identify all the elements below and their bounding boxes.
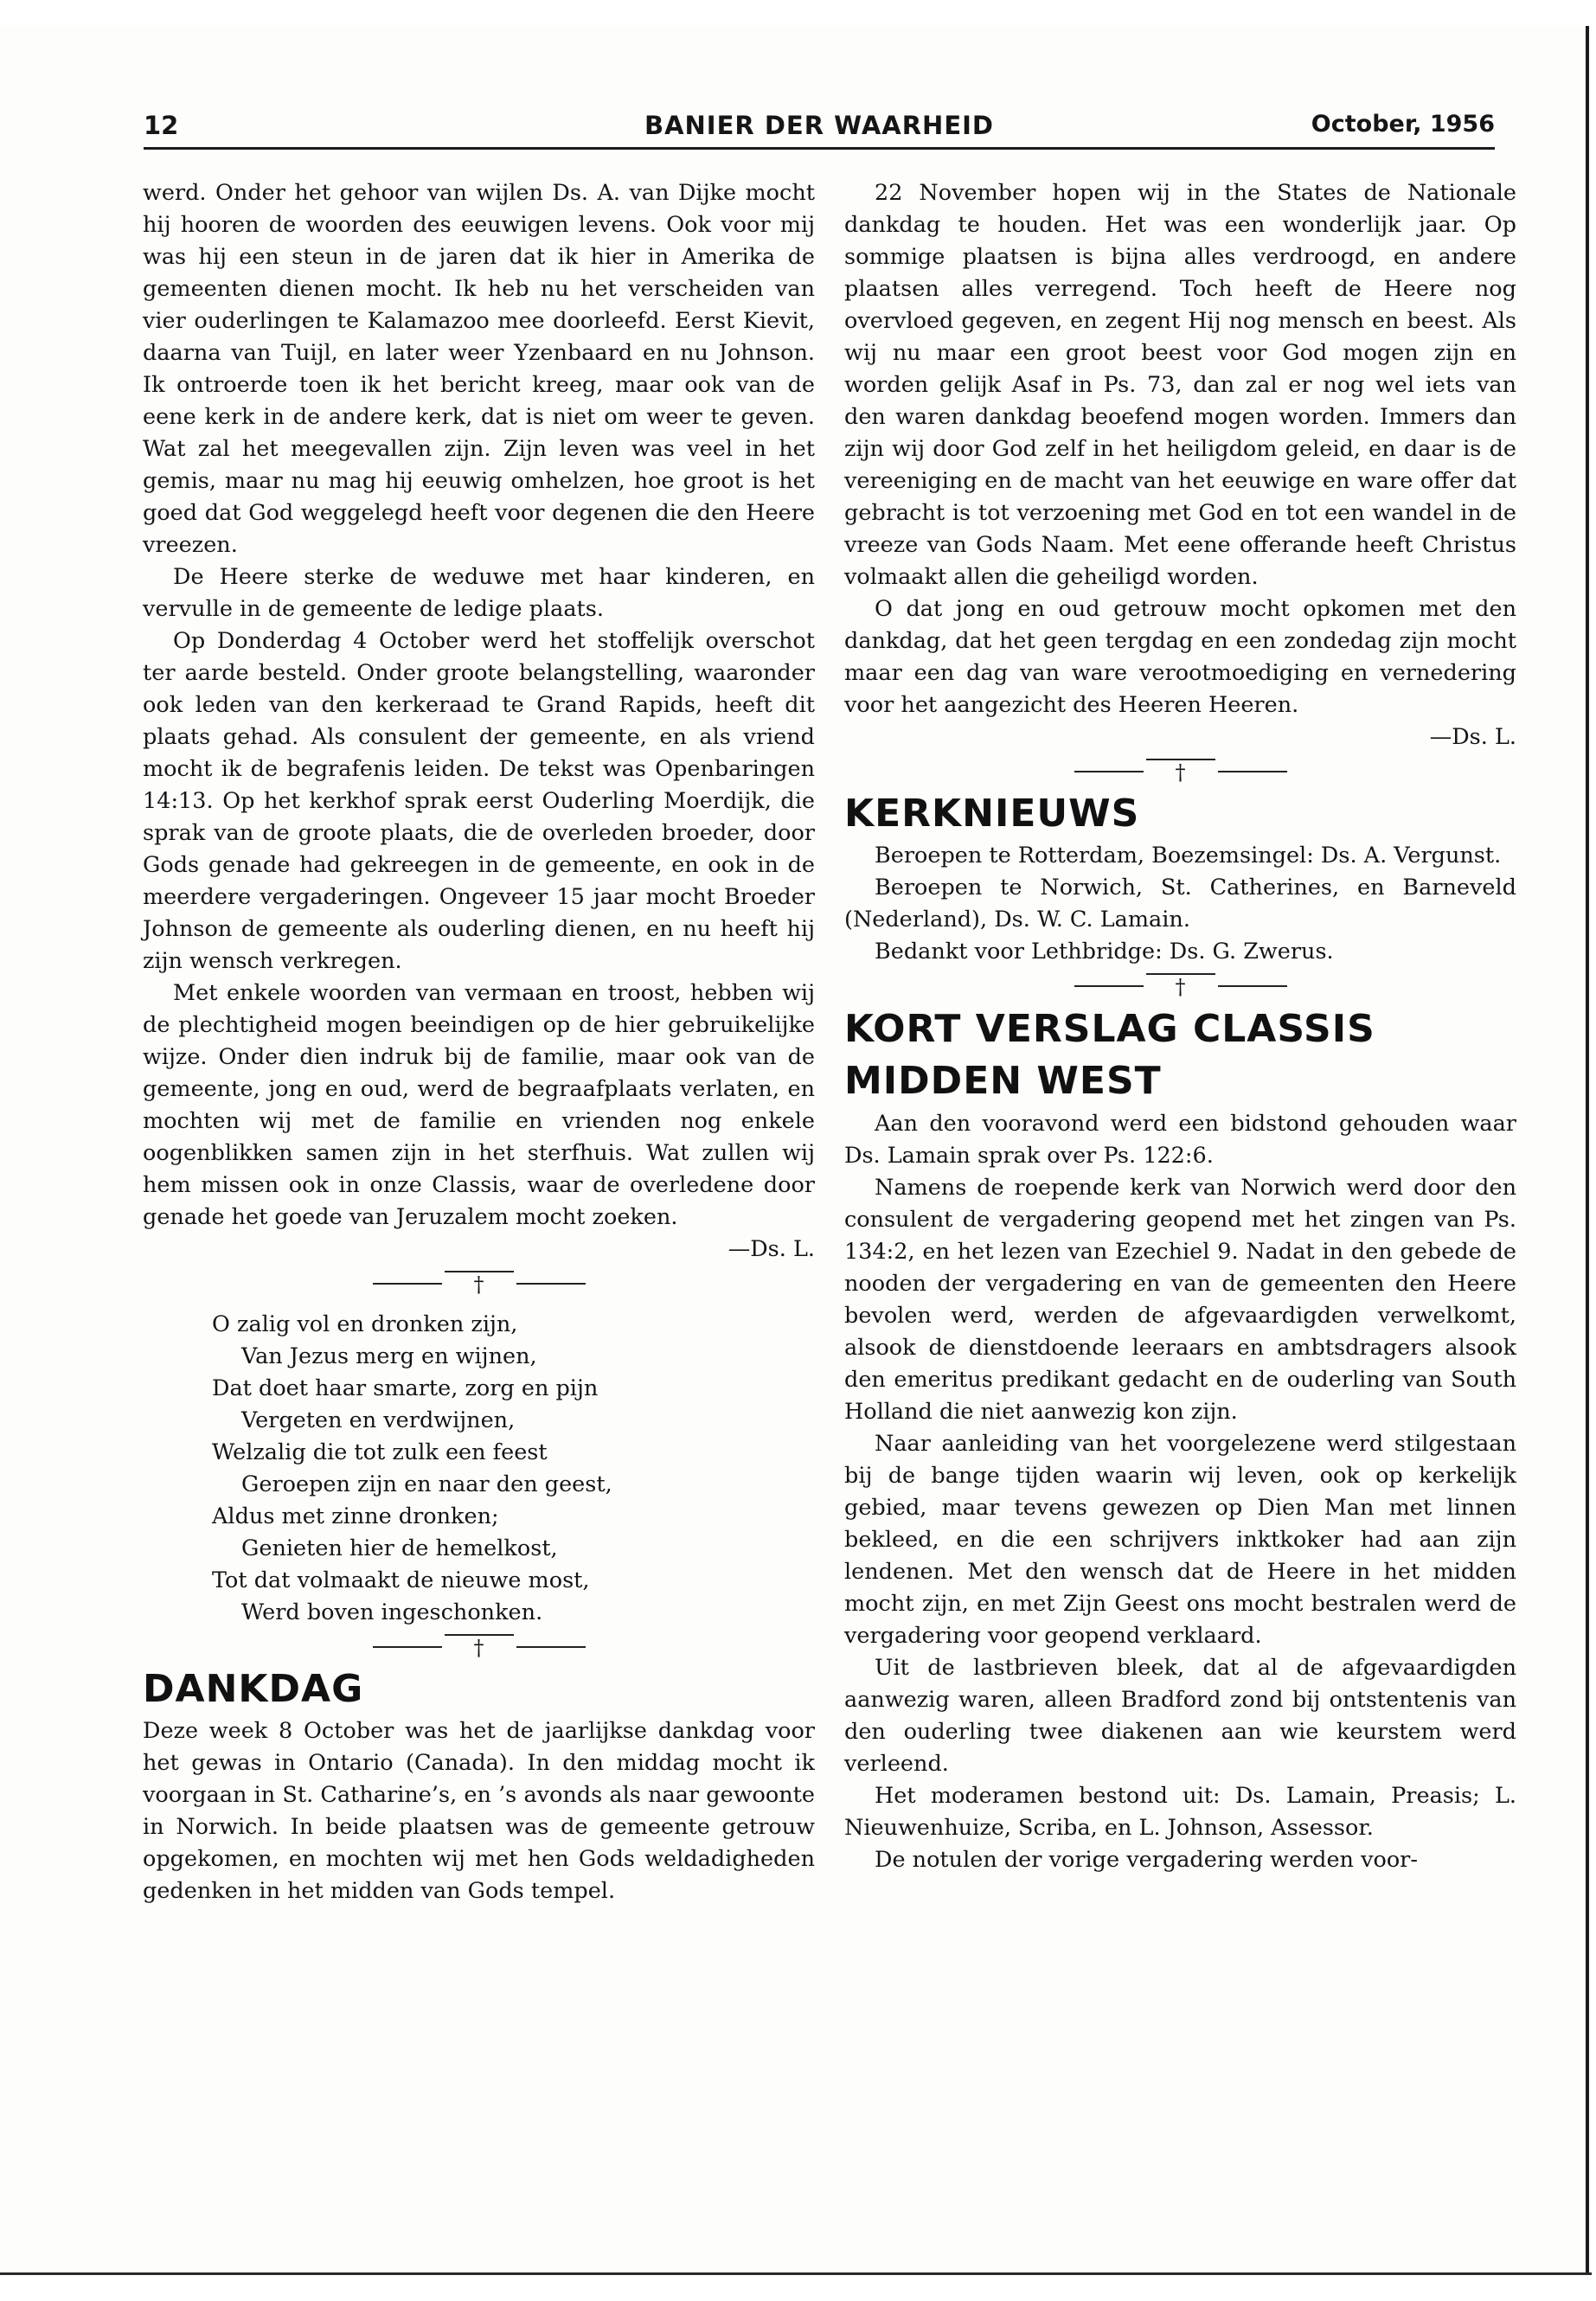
poem [143,1309,815,1629]
section-separator [143,1271,815,1297]
poem-line: Van Jezus merg en wijnen, [241,1343,537,1369]
page-number: 12 [144,111,179,140]
publication-title: BANIER DER WAARHEID [644,111,994,140]
dankdag-paragraph-2: 22 November hopen wij in the States de Nationale dankdag te houden. Het was een wonderlijk jaar. Op sommige plaatsen is bijna alles verdroogd, en andere plaatsen alles verregend. Toch heeft de Heere nog overvloed gegeven, en zegent Hij nog mensch en beest. Als wij nu maar een groot beest voor God mogen zijn en worden gelijk Asaf in Ps. 73, dan zal er nog wel iets van den waren dankdag beoefend mogen worden. Immers dan zijn wij door God zelf in het heiligdom geleid, en daar is de vereeniging en de macht van het eeuwige en ware offer dat gebracht is tot verzoening met God en tot een wandel in de vreeze van Gods Naam. Met eene offerande heeft Christus volmaakt allen die geheiligd worden. [844,180,1516,590]
kerknieuws-heading: KERKNIEUWS [844,792,1140,836]
dankdag-heading: DANKDAG [143,1667,364,1711]
left-column [143,177,815,1907]
poem-line: Geroepen zijn en naar den geest, [241,1471,612,1497]
obituary-signature-row [143,1234,815,1266]
dagger-icon: † [445,1271,514,1297]
dagger-icon: † [1146,973,1215,999]
verslag-paragraph: De notulen der vorige vergadering werden voor- [875,1847,1418,1873]
dankdag-paragraph-3: O dat jong en oud getrouw mocht opkomen met den dankdag, dat het geen tergdag en een zondedag zijn mocht maar een dag van ware verootmoediging en vernedering voor het aangezicht des Heeren Heeren. [844,596,1516,718]
right-column [844,177,1516,1876]
issue-date: October, 1956 [1311,111,1495,138]
verslag-paragraph: Namens de roepende kerk van Norwich werd door den consulent de vergadering geopend met het zingen van Ps. 134:2, en het lezen van Ezechiel 9. Nadat in den gebede de nooden der vergadering en van de gemeenten den Heere bevolen werd, werden de afgevaardigden verwelkomt, alsook de dienstdoende leeraars en ambtsdragers alsook den emeritus predikant gedacht en de ouderling van South Holland die niet aanwezig kon zijn. [844,1175,1516,1425]
scan-edge-right [1586,26,1589,2275]
verslag-paragraph: Uit de lastbrieven bleek, dat al de afgevaardigden aanwezig waren, alleen Bradford zond bij ontstentenis van den ouderling twee diakenen aan wie keurstem werd verleend. [844,1655,1516,1777]
dankdag-signature: —Ds. L. [1429,724,1516,750]
verslag-paragraph: Naar aanleiding van het voorgelezene werd stilgestaan bij de bange tijden waarin wij leven, ook op kerkelijk gebied, maar tevens gewezen op Dien Man met linnen bekleed, en die een schrijvers inktkoker had aan zijn lendenen. Met den wensch dat de Heere in het midden mocht zijn, en met Zijn Geest ons mocht bestralen werd de vergadering voor geopend verklaard. [844,1431,1516,1649]
dagger-icon: † [1146,759,1215,785]
dankdag-signature-row [844,721,1516,753]
obituary-paragraph-4: Met enkele woorden van vermaan en troost, hebben wij de plechtigheid mogen beeindigen op de hier gebruikelijke wijze. Onder dien indruk bij de familie, maar ook van de gemeente, jong en oud, werd de begraafplaats verlaten, en mochten wij met de familie en vrienden nog enkele oogenblikken samen zijn in het sterfhuis. Wat zullen wij hem missen ook in onze Classis, waar de overledene door genade het goede van Jeruzalem mocht zoeken. [143,980,815,1230]
kerknieuws-item: Beroepen te Norwich, St. Catherines, en Barneveld (Nederland), Ds. W. C. Lamain. [844,875,1516,933]
poem-line: Vergeten en verdwijnen, [241,1407,516,1433]
poem-line: Werd boven ingeschonken. [241,1599,543,1625]
poem-line: Aldus met zinne dronken; [212,1503,499,1529]
verslag-heading-line-2: MIDDEN WEST [844,1059,1162,1103]
poem-line: O zalig vol en dronken zijn, [212,1311,518,1337]
dankdag-paragraph: Deze week 8 October was het de jaarlijkse dankdag voor het gewas in Ontario (Canada). In den middag mocht ik voorgaan in St. Catharine’s, en ’s avonds als naar gewoonte in Norwich. In beide plaatsen was de gemeente getrouw opgekomen, en mochten wij met hen Gods weldadigheden gedenken in het midden van Gods tempel. [143,1718,815,1904]
verslag-paragraph: Aan den vooravond werd een bidstond gehouden waar Ds. Lamain sprak over Ps. 122:6. [844,1111,1516,1169]
header-rule [144,147,1495,150]
poem-line: Dat doet haar smarte, zorg en pijn [212,1375,599,1401]
obituary-paragraph-2: De Heere sterke de weduwe met haar kinderen, en vervulle in de gemeente de ledige plaats. [143,564,815,622]
poem-line: Welzalig die tot zulk een feest [212,1439,548,1465]
section-separator [143,1634,815,1660]
dagger-icon: † [445,1634,514,1660]
obituary-paragraph-1: werd. Onder het gehoor van wijlen Ds. A. van Dijke mocht hij hooren de woorden des eeuwigen levens. Ook voor mij was hij een steun in de jaren dat ik hier in Amerika de gemeenten dienen mocht. Ik heb nu het verscheiden van vier ouderlingen te Kalamazoo mee doorleefd. Eerst Kievit, daarna van Tuijl, en later weer Yzenbaard en nu Johnson. Ik ontroerde toen ik het bericht kreeg, maar ook van de eene kerk in de andere kerk, dat is niet om weer te geven. Wat zal het meegevallen zijn. Zijn leven was veel in het gemis, maar nu mag hij eeuwig omhelzen, hoe groot is het goed dat God weggelegd heeft voor degenen die den Heere vreezen. [143,180,815,558]
obituary-signature: —Ds. L. [727,1236,815,1262]
scan-edge-bottom [0,2272,1592,2275]
page-header [144,111,1495,149]
poem-line: Genieten hier de hemelkost, [241,1535,558,1561]
verslag-paragraph: Het moderamen bestond uit: Ds. Lamain, Preasis; L. Nieuwenhuize, Scriba, en L. Johnson, Assessor. [844,1783,1516,1841]
obituary-paragraph-3: Op Donderdag 4 October werd het stoffelijk overschot ter aarde besteld. Onder groote belangstelling, waaronder ook leden van den kerkeraad te Grand Rapids, heeft dit plaats gehad. Als consulent der gemeente, en als vriend mocht ik de begrafenis leiden. De tekst was Openbaringen 14:13. Op het kerkhof sprak eerst Ouderling Moerdijk, die sprak van de groote plaats, die de overleden broeder, door Gods genade had gekreegen in de gemeente, en ook in de meerdere vergaderingen. Ongeveer 15 jaar mocht Broeder Johnson de gemeente als ouderling dienen, en nu heeft hij zijn wensch verkregen. [143,628,815,974]
verslag-heading-line-1: KORT VERSLAG CLASSIS [844,1007,1375,1051]
section-separator [844,973,1516,999]
poem-line: Tot dat volmaakt de nieuwe most, [212,1567,590,1593]
kerknieuws-item: Bedankt voor Lethbridge: Ds. G. Zwerus. [875,939,1334,965]
kerknieuws-item: Beroepen te Rotterdam, Boezemsingel: Ds. A. Vergunst. [875,843,1502,868]
section-separator [844,759,1516,785]
